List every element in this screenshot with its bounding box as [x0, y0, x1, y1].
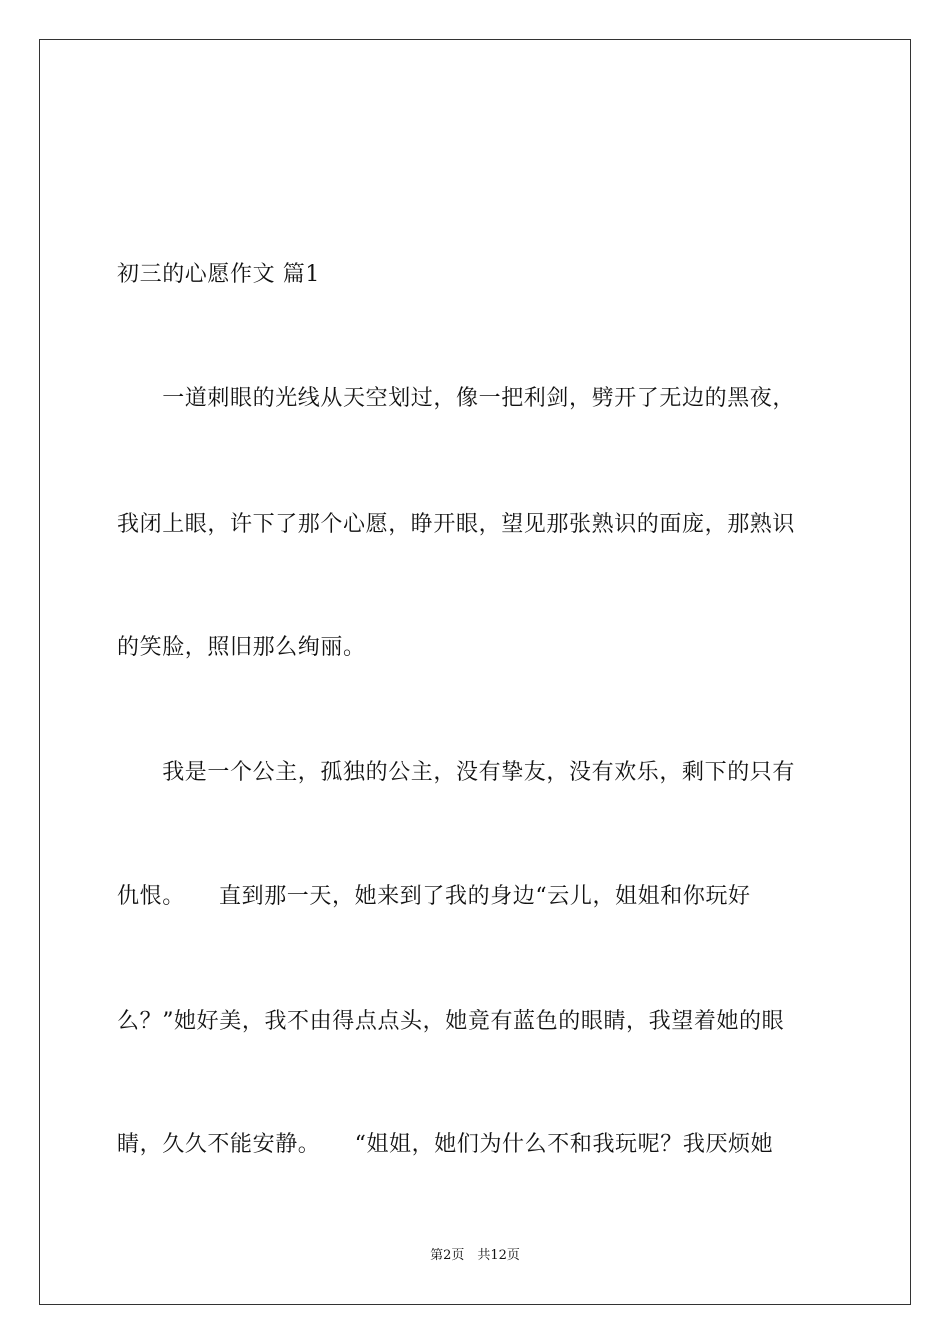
paragraph-line: 一道刺眼的光线从天空划过，像一把利剑，劈开了无边的黑夜，	[117, 386, 796, 411]
page-border	[39, 39, 911, 1305]
page-number-footer: 第2页 共12页	[430, 1248, 520, 1263]
paragraph-line: 么？”她好美，我不由得点点头，她竟有蓝色的眼睛，我望着她的眼	[117, 1009, 785, 1034]
paragraph-line: 我是一个公主，孤独的公主，没有挚友，没有欢乐，剩下的只有	[117, 760, 796, 785]
paragraph-line: 的笑脸，照旧那么绚丽。	[117, 635, 366, 660]
paragraph-line: 仇恨。 直到那一天，她来到了我的身边“云儿，姐姐和你玩好	[117, 884, 751, 909]
paragraph-line: 我闭上眼，许下了那个心愿，睁开眼，望见那张熟识的面庞，那熟识	[117, 512, 796, 537]
document-title: 初三的心愿作文 篇1	[117, 262, 320, 287]
paragraph-line: 睛，久久不能安静。 “姐姐，她们为什么不和我玩呢？我厌烦她	[117, 1132, 774, 1157]
